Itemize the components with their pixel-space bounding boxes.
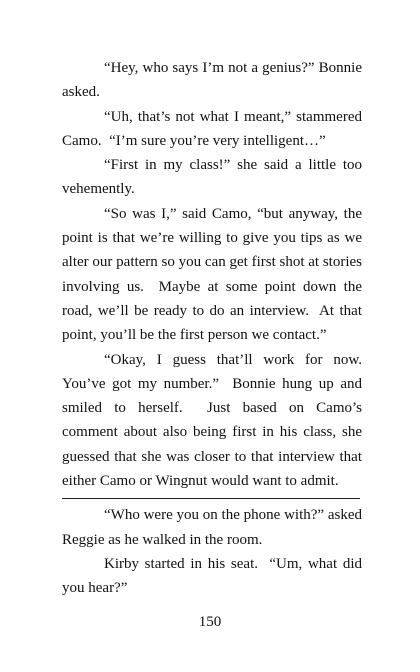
paragraph: “Okay, I guess that’ll work for now. You’ve got my number.” Bonnie hung up and smiled to herself. Just based on Camo’s comment about also being first in his class, she guessed that she was closer to that interview that either Camo or Wingnut would want to admit. <box>62 351 370 490</box>
scene-break-divider <box>62 498 360 499</box>
paragraph: “Hey, who says I’m not a genius?” Bonnie asked. <box>62 60 366 101</box>
paragraph: “Uh, that’s not what I meant,” stammered Camo. “I’m sure you’re very intelligent…” <box>62 108 366 149</box>
page-number: 150 <box>198 614 222 630</box>
page-text-block <box>62 56 370 601</box>
paragraph: “First in my class!” she said a little too vehemently. <box>62 157 366 198</box>
paragraph: Kirby started in his seat. “Um, what did you hear?” <box>62 555 366 597</box>
paragraph: “So was I,” said Camo, “but anyway, the point is that we’re willing to give you tips as we alter our pattern so you can get first shot at stories involving us. Maybe at some point down the road, we’ll be ready to do an interview. At that point, you’ll be the first person we contact.” <box>62 205 366 344</box>
paragraph: “Who were you on the phone with?” asked Reggie as he walked in the room. <box>62 507 366 548</box>
